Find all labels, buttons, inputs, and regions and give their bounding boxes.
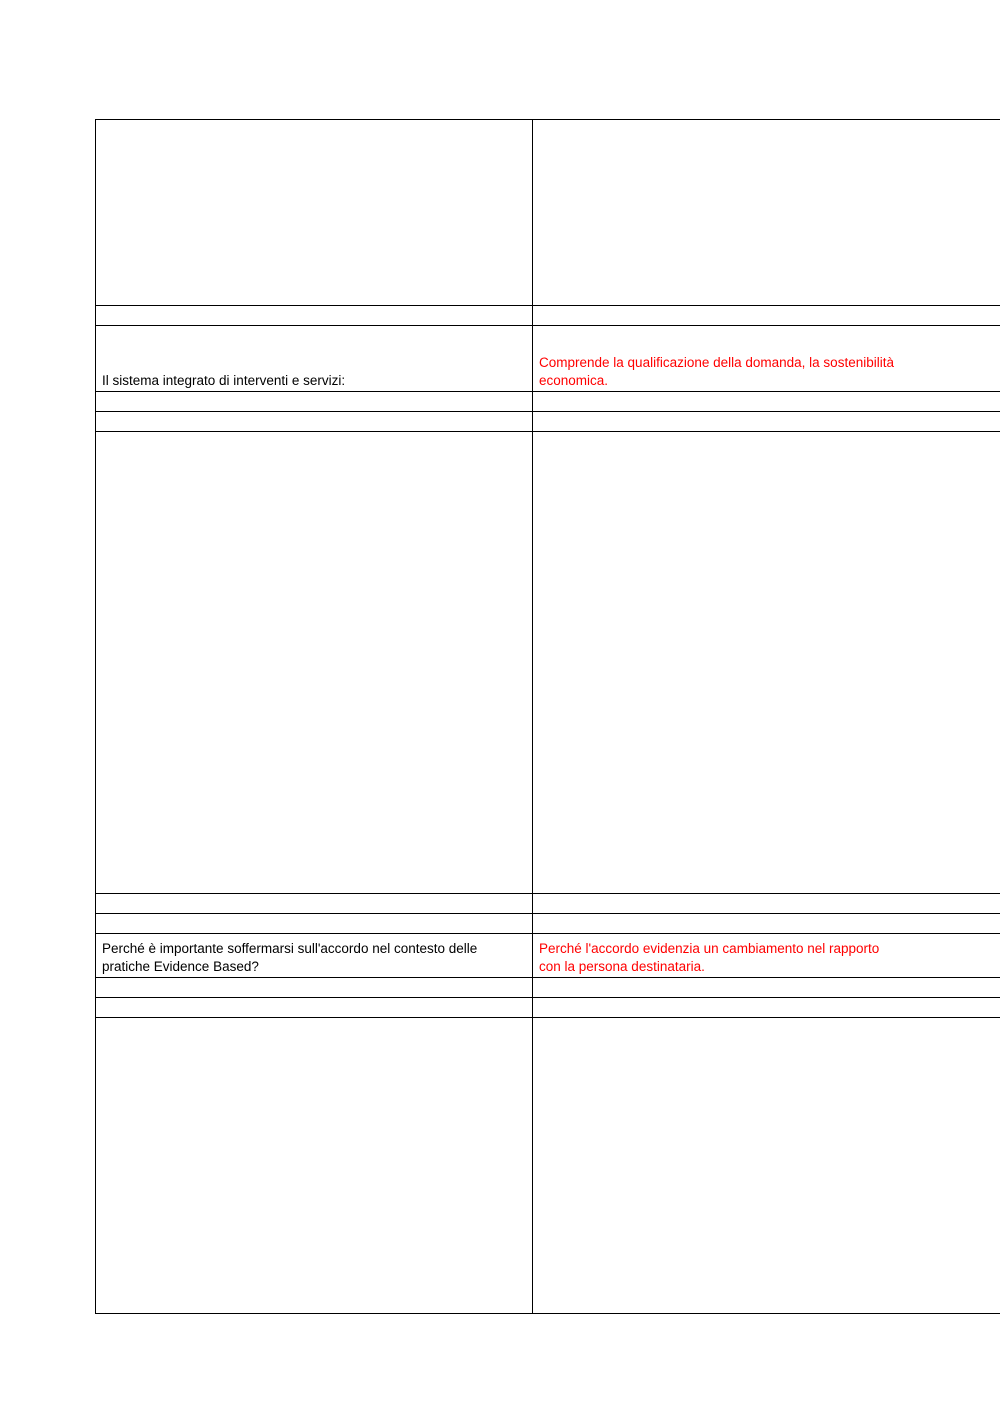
answer-cell[interactable] bbox=[533, 120, 1000, 306]
answer-cell[interactable] bbox=[533, 306, 1000, 326]
answer-cell[interactable] bbox=[533, 914, 1000, 934]
table-row bbox=[96, 306, 1000, 326]
question-cell[interactable] bbox=[96, 432, 533, 894]
answer-cell[interactable] bbox=[533, 998, 1000, 1018]
question-cell[interactable] bbox=[96, 978, 533, 998]
question-cell[interactable] bbox=[96, 392, 533, 412]
table-row bbox=[96, 1018, 1000, 1314]
question-cell[interactable] bbox=[96, 306, 533, 326]
answer-cell[interactable]: Perché l'accordo evidenzia un cambiamento nel rapporto con la persona destinataria. bbox=[533, 934, 1000, 978]
table-row bbox=[96, 978, 1000, 998]
question-cell[interactable] bbox=[96, 1018, 533, 1314]
table-row bbox=[96, 432, 1000, 894]
answer-cell[interactable] bbox=[533, 978, 1000, 998]
question-cell[interactable]: Perché è importante soffermarsi sull'accordo nel contesto delle pratiche Evidence Based? bbox=[96, 934, 533, 978]
question-cell[interactable] bbox=[96, 120, 533, 306]
table-row bbox=[96, 998, 1000, 1018]
question-cell[interactable] bbox=[96, 914, 533, 934]
table-row bbox=[96, 120, 1000, 306]
answer-cell[interactable] bbox=[533, 412, 1000, 432]
question-cell[interactable]: Il sistema integrato di interventi e servizi: bbox=[96, 326, 533, 392]
table-row bbox=[96, 326, 1000, 392]
table-row bbox=[96, 412, 1000, 432]
worksheet-table bbox=[95, 119, 1000, 1314]
table-row bbox=[96, 934, 1000, 978]
question-cell[interactable] bbox=[96, 998, 533, 1018]
answer-cell[interactable] bbox=[533, 392, 1000, 412]
table-row bbox=[96, 914, 1000, 934]
answer-cell[interactable] bbox=[533, 894, 1000, 914]
question-cell[interactable] bbox=[96, 412, 533, 432]
question-cell[interactable] bbox=[96, 894, 533, 914]
answer-cell[interactable] bbox=[533, 432, 1000, 894]
table-row bbox=[96, 392, 1000, 412]
answer-cell[interactable] bbox=[533, 1018, 1000, 1314]
table-row bbox=[96, 894, 1000, 914]
answer-cell[interactable]: Comprende la qualificazione della domanda, la sostenibilità economica. bbox=[533, 326, 1000, 392]
